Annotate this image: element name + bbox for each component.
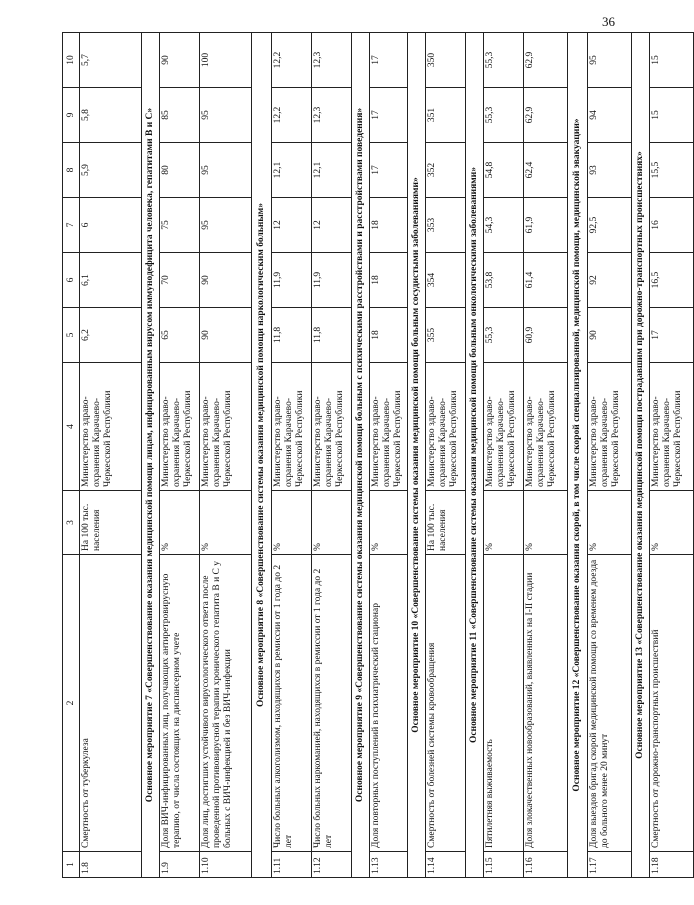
value-cell: 12 bbox=[272, 198, 312, 253]
value-cell: 6,1 bbox=[80, 253, 142, 308]
value-cell: 61,4 bbox=[524, 253, 568, 308]
value-cell: 92,5 bbox=[588, 198, 632, 253]
row-number: 1.10 bbox=[200, 852, 252, 878]
value-cell: 15,5 bbox=[650, 143, 694, 198]
unit: % bbox=[524, 491, 568, 555]
value-cell: 11,8 bbox=[272, 308, 312, 363]
table-row bbox=[312, 33, 352, 878]
header-cell: 9 bbox=[63, 88, 80, 143]
responsible-org: Министерство здраво-охранения Карачаево-Черкесской Республики bbox=[650, 363, 694, 491]
header-cell: 5 bbox=[63, 308, 80, 363]
value-cell: 90 bbox=[200, 253, 252, 308]
row-number: 1.9 bbox=[160, 852, 200, 878]
unit: На 100 тыс. населения bbox=[80, 491, 142, 555]
header-cell: 8 bbox=[63, 143, 80, 198]
value-cell: 93 bbox=[588, 143, 632, 198]
indicator-name: Доля злокачественных новообразований, выявленных на I-II стадии bbox=[524, 555, 568, 852]
value-cell: 355 bbox=[426, 308, 466, 363]
section-title: Основное мероприятие 13 «Совершенствование оказания медицинской помощи пострадавшим при дорожно-транспортных происшествиях» bbox=[632, 33, 650, 878]
value-cell: 5,7 bbox=[80, 33, 142, 88]
responsible-org: Министерство здраво-охранения Карачаево-Черкесской Республики bbox=[370, 363, 408, 491]
table-row bbox=[650, 33, 694, 878]
value-cell: 354 bbox=[426, 253, 466, 308]
value-cell: 18 bbox=[370, 308, 408, 363]
value-cell: 12,2 bbox=[272, 33, 312, 88]
section-title: Основное мероприятие 7 «Совершенствование оказания медицинской помощи лицам, инфицированным вирусом иммунодефицита человека, гепатитами В и С» bbox=[142, 33, 160, 878]
section-title: Основное мероприятие 11 «Совершенствование системы оказания медицинской помощи больным онкологическими заболеваниями» bbox=[466, 33, 484, 878]
value-cell: 95 bbox=[200, 143, 252, 198]
row-number: 1.16 bbox=[524, 852, 568, 878]
header-cell: 6 bbox=[63, 253, 80, 308]
row-number: 1.11 bbox=[272, 852, 312, 878]
row-number: 1.8 bbox=[80, 852, 142, 878]
value-cell: 15 bbox=[650, 33, 694, 88]
value-cell: 90 bbox=[588, 308, 632, 363]
value-cell: 16 bbox=[650, 198, 694, 253]
section-title: Основное мероприятие 8 «Совершенствование системы оказания медицинской помощи наркологическим больным» bbox=[252, 33, 272, 878]
section-title: Основное мероприятие 9 «Совершенствование системы оказания медицинской помощи больным с психическими расстройствами и расстройствами поведения» bbox=[352, 33, 370, 878]
value-cell: 12,3 bbox=[312, 33, 352, 88]
table-row bbox=[426, 33, 466, 878]
value-cell: 17 bbox=[650, 308, 694, 363]
table-row bbox=[524, 33, 568, 878]
section-title: Основное мероприятие 10 «Совершенствование системы оказания медицинской помощи больным сосудистыми заболеваниями» bbox=[408, 33, 426, 878]
value-cell: 95 bbox=[588, 33, 632, 88]
header-cell: 2 bbox=[63, 555, 80, 852]
value-cell: 75 bbox=[160, 198, 200, 253]
table-row bbox=[272, 33, 312, 878]
page-number: 36 bbox=[602, 14, 615, 29]
indicator-name: Смертность от туберкулеза bbox=[80, 555, 142, 852]
row-number: 1.17 bbox=[588, 852, 632, 878]
section-row bbox=[632, 33, 650, 878]
value-cell: 11,8 bbox=[312, 308, 352, 363]
value-cell: 90 bbox=[160, 33, 200, 88]
value-cell: 12 bbox=[312, 198, 352, 253]
value-cell: 62,9 bbox=[524, 88, 568, 143]
value-cell: 15 bbox=[650, 88, 694, 143]
value-cell: 85 bbox=[160, 88, 200, 143]
table-row bbox=[588, 33, 632, 878]
section-row bbox=[352, 33, 370, 878]
value-cell: 80 bbox=[160, 143, 200, 198]
indicator-name: Смертность от болезней системы кровообращения bbox=[426, 555, 466, 852]
value-cell: 12,3 bbox=[312, 88, 352, 143]
value-cell: 6,2 bbox=[80, 308, 142, 363]
value-cell: 94 bbox=[588, 88, 632, 143]
row-number: 1.18 bbox=[650, 852, 694, 878]
value-cell: 16,5 bbox=[650, 253, 694, 308]
section-row bbox=[466, 33, 484, 878]
table-header-row bbox=[63, 33, 80, 878]
unit: % bbox=[588, 491, 632, 555]
indicator-name: Число больных наркоманией, находящихся в ремиссии от 1 года до 2 лет bbox=[312, 555, 352, 852]
unit: % bbox=[160, 491, 200, 555]
value-cell: 352 bbox=[426, 143, 466, 198]
unit: % bbox=[484, 491, 524, 555]
value-cell: 95 bbox=[200, 88, 252, 143]
value-cell: 70 bbox=[160, 253, 200, 308]
responsible-org: Министерство здраво-охранения Карачаево-Черкесской Республики bbox=[484, 363, 524, 491]
unit: % bbox=[200, 491, 252, 555]
header-cell: 3 bbox=[63, 491, 80, 555]
indicator-name: Доля повторных поступлений в психиатрический стационар bbox=[370, 555, 408, 852]
section-row bbox=[142, 33, 160, 878]
unit: % bbox=[312, 491, 352, 555]
unit: % bbox=[370, 491, 408, 555]
value-cell: 351 bbox=[426, 88, 466, 143]
row-number: 1.15 bbox=[484, 852, 524, 878]
value-cell: 18 bbox=[370, 198, 408, 253]
responsible-org: Министерство здраво-охранения Карачаево-Черкесской Республики bbox=[588, 363, 632, 491]
value-cell: 17 bbox=[370, 33, 408, 88]
value-cell: 60,9 bbox=[524, 308, 568, 363]
responsible-org: Министерство здраво-охранения Карачаево-Черкесской Республики bbox=[524, 363, 568, 491]
value-cell: 11,9 bbox=[312, 253, 352, 308]
value-cell: 17 bbox=[370, 88, 408, 143]
indicator-name: Доля ВИЧ-инфицированных лиц, получающих антиретровирусную терапию, от числа состоящих на диспансерном учете bbox=[160, 555, 200, 852]
section-title: Основное мероприятие 12 «Совершенствование оказания скорой, в том числе скорой специализированной, медицинской помощи, медицинской эвакуации» bbox=[568, 33, 588, 878]
unit: На 100 тыс. населения bbox=[426, 491, 466, 555]
responsible-org: Министерство здраво-охранения Карачаево-Черкесской Республики bbox=[272, 363, 312, 491]
header-cell: 7 bbox=[63, 198, 80, 253]
value-cell: 53,8 bbox=[484, 253, 524, 308]
responsible-org: Министерство здраво-охранения Карачаево-Черкесской Республики bbox=[80, 363, 142, 491]
value-cell: 353 bbox=[426, 198, 466, 253]
table-row bbox=[484, 33, 524, 878]
value-cell: 100 bbox=[200, 33, 252, 88]
value-cell: 5,9 bbox=[80, 143, 142, 198]
value-cell: 62,4 bbox=[524, 143, 568, 198]
table-row bbox=[200, 33, 252, 878]
value-cell: 92 bbox=[588, 253, 632, 308]
indicator-name: Пятилетняя выживаемость bbox=[484, 555, 524, 852]
value-cell: 90 bbox=[200, 308, 252, 363]
row-number: 1.14 bbox=[426, 852, 466, 878]
value-cell: 350 bbox=[426, 33, 466, 88]
value-cell: 54,8 bbox=[484, 143, 524, 198]
value-cell: 61,9 bbox=[524, 198, 568, 253]
unit: % bbox=[272, 491, 312, 555]
value-cell: 6 bbox=[80, 198, 142, 253]
rotated-table-container bbox=[62, 33, 683, 878]
header-cell: 10 bbox=[63, 33, 80, 88]
value-cell: 55,3 bbox=[484, 308, 524, 363]
responsible-org: Министерство здраво-охранения Карачаево-Черкесской Республики bbox=[200, 363, 252, 491]
responsible-org: Министерство здраво-охранения Карачаево-Черкесской Республики bbox=[312, 363, 352, 491]
responsible-org: Министерство здраво-охранения Карачаево-Черкесской Республики bbox=[160, 363, 200, 491]
value-cell: 65 bbox=[160, 308, 200, 363]
section-row bbox=[408, 33, 426, 878]
value-cell: 55,3 bbox=[484, 88, 524, 143]
indicator-name: Число больных алкоголизмом, находящихся в ремиссии от 1 года до 2 лет bbox=[272, 555, 312, 852]
section-row bbox=[568, 33, 588, 878]
indicator-name: Смертность от дорожно-транспортных происшествий bbox=[650, 555, 694, 852]
value-cell: 12,2 bbox=[272, 88, 312, 143]
value-cell: 12,1 bbox=[312, 143, 352, 198]
value-cell: 62,9 bbox=[524, 33, 568, 88]
indicator-name: Доля лиц, достигших устойчивого вирусологического ответа после проведенной противовирусной терапии хронического гепатита В и С у больных с ВИЧ-инфекцией и без ВИЧ-инфекции bbox=[200, 555, 252, 852]
header-cell: 4 bbox=[63, 363, 80, 491]
value-cell: 5,8 bbox=[80, 88, 142, 143]
table-row bbox=[370, 33, 408, 878]
header-cell: 1 bbox=[63, 852, 80, 878]
value-cell: 17 bbox=[370, 143, 408, 198]
table-row bbox=[160, 33, 200, 878]
value-cell: 95 bbox=[200, 198, 252, 253]
section-row bbox=[252, 33, 272, 878]
value-cell: 12,1 bbox=[272, 143, 312, 198]
value-cell: 18 bbox=[370, 253, 408, 308]
table-row bbox=[80, 33, 142, 878]
indicator-table bbox=[62, 32, 694, 878]
row-number: 1.12 bbox=[312, 852, 352, 878]
value-cell: 11,9 bbox=[272, 253, 312, 308]
responsible-org: Министерство здраво-охранения Карачаево-Черкесской Республики bbox=[426, 363, 466, 491]
row-number: 1.13 bbox=[370, 852, 408, 878]
unit: % bbox=[650, 491, 694, 555]
value-cell: 54,3 bbox=[484, 198, 524, 253]
value-cell: 55,3 bbox=[484, 33, 524, 88]
indicator-name: Доля выездов бригад скорой медицинской помощи со временем доезда до больного менее 20 минут bbox=[588, 555, 632, 852]
